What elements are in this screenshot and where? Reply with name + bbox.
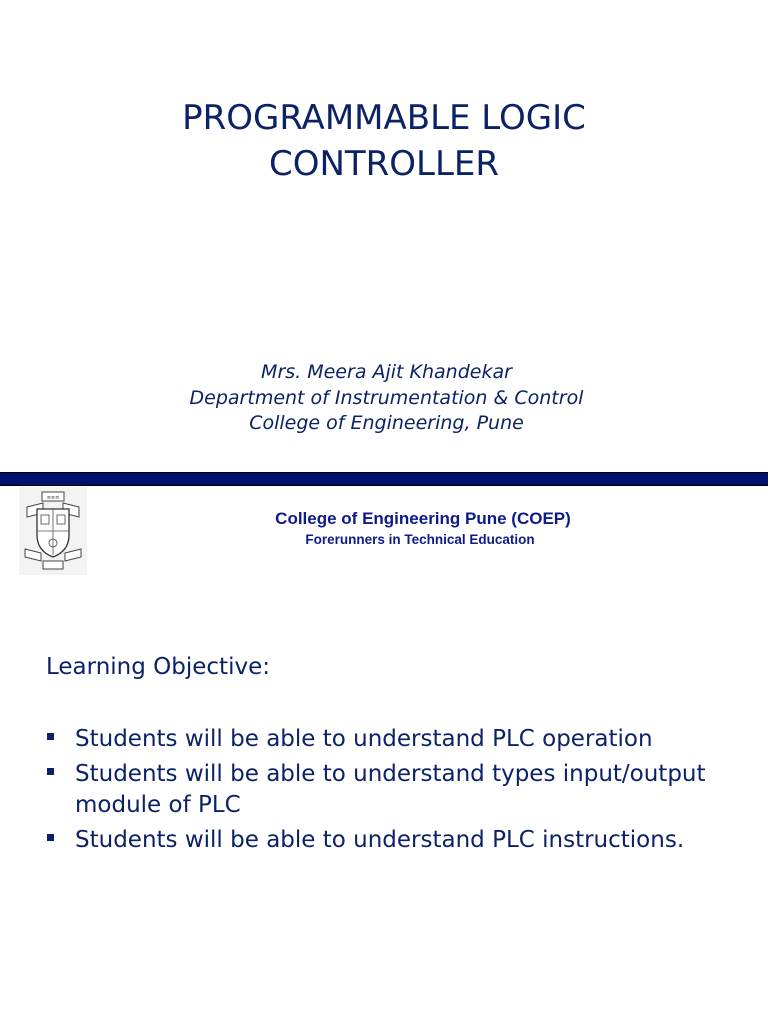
slide-title-line-2: CONTROLLER [268, 144, 500, 184]
list-item [46, 759, 726, 821]
author-college: College of Engineering, Pune [249, 412, 524, 434]
square-bullet-icon [47, 768, 54, 775]
slide-title-line-1: PROGRAMMABLE LOGIC [182, 98, 586, 138]
college-name-header: College of Engineering Pune (COEP) [275, 509, 571, 528]
list-item-text: Students will be able to understand types input/output module of PLC [75, 761, 706, 818]
list-item [46, 825, 726, 856]
svg-text:≡≡≡: ≡≡≡ [46, 495, 60, 501]
list-item-text: Students will be able to understand PLC instructions. [75, 827, 685, 853]
coep-crest-icon [19, 487, 87, 575]
list-item [46, 724, 726, 755]
author-department: Department of Instrumentation & Control [189, 386, 584, 409]
slide-divider-band [0, 472, 768, 486]
learning-objective-heading: Learning Objective: [46, 654, 270, 680]
square-bullet-icon [47, 834, 54, 841]
slide-title [0, 95, 768, 187]
learning-objective-list [46, 724, 726, 860]
list-item-text: Students will be able to understand PLC operation [75, 726, 653, 752]
college-tagline: Forerunners in Technical Education [305, 532, 535, 547]
author-block [0, 360, 768, 437]
title-slide [0, 0, 768, 470]
square-bullet-icon [47, 733, 54, 740]
author-name: Mrs. Meera Ajit Khandekar [261, 361, 512, 383]
